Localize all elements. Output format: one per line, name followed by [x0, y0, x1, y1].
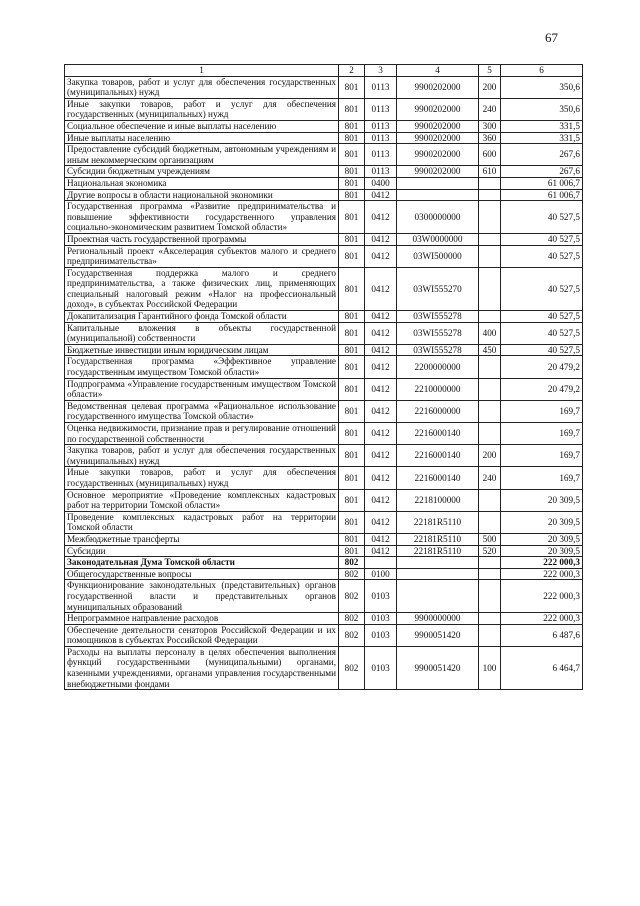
- table-row: [65, 233, 583, 245]
- row-name-cell: Другие вопросы в области национальной экономики: [65, 189, 339, 201]
- table-row: [65, 445, 583, 467]
- ministry-code-cell: 802: [339, 557, 365, 569]
- expense-type-cell: 300: [479, 120, 501, 132]
- ministry-code-cell: 801: [339, 356, 365, 378]
- table-row: [65, 511, 583, 533]
- row-name-cell: Проведение комплексных кадастровых работ на территории Томской области: [65, 511, 339, 533]
- ministry-code-cell: 801: [339, 267, 365, 310]
- table-row: [65, 467, 583, 489]
- ministry-code-cell: 801: [339, 423, 365, 445]
- amount-cell: 267,6: [501, 166, 583, 178]
- row-name-cell: Функционирование законодательных (представительных) органов государственной власти и представительных органов муниципальных образований: [65, 580, 339, 613]
- amount-cell: 222 000,3: [501, 557, 583, 569]
- section-code-cell: 0412: [365, 423, 397, 445]
- amount-cell: 350,6: [501, 98, 583, 120]
- target-code-cell: [397, 568, 479, 580]
- target-code-cell: 2216000140: [397, 445, 479, 467]
- table-row: [65, 568, 583, 580]
- expense-type-cell: [479, 489, 501, 511]
- amount-cell: 222 000,3: [501, 613, 583, 625]
- ministry-code-cell: 802: [339, 624, 365, 646]
- expense-type-cell: [479, 201, 501, 234]
- page-number: 67: [545, 30, 558, 45]
- row-name-cell: Общегосударственные вопросы: [65, 568, 339, 580]
- table-row: [65, 533, 583, 545]
- table-row: [65, 177, 583, 189]
- section-code-cell: 0113: [365, 132, 397, 144]
- column-header: 5: [479, 65, 501, 77]
- ministry-code-cell: 801: [339, 311, 365, 323]
- expense-type-cell: [479, 311, 501, 323]
- target-code-cell: 03WI555278: [397, 311, 479, 323]
- section-code-cell: 0103: [365, 624, 397, 646]
- target-code-cell: 2216000140: [397, 467, 479, 489]
- table-row: [65, 580, 583, 613]
- table-row: [65, 646, 583, 689]
- table-row: [65, 189, 583, 201]
- ministry-code-cell: 802: [339, 613, 365, 625]
- expense-type-cell: [479, 511, 501, 533]
- section-code-cell: 0412: [365, 322, 397, 344]
- budget-table: [64, 64, 583, 690]
- ministry-code-cell: 802: [339, 646, 365, 689]
- row-name-cell: Закупка товаров, работ и услуг для обеспечения государственных (муниципальных) нужд: [65, 445, 339, 467]
- expense-type-cell: [479, 613, 501, 625]
- section-code-cell: 0113: [365, 144, 397, 166]
- section-code-cell: 0412: [365, 311, 397, 323]
- ministry-code-cell: 801: [339, 344, 365, 356]
- table-row: [65, 311, 583, 323]
- target-code-cell: 0300000000: [397, 201, 479, 234]
- section-code-cell: 0412: [365, 467, 397, 489]
- expense-type-cell: 100: [479, 646, 501, 689]
- target-code-cell: 22181R5110: [397, 511, 479, 533]
- ministry-code-cell: 801: [339, 489, 365, 511]
- table-row: [65, 245, 583, 267]
- amount-cell: 267,6: [501, 144, 583, 166]
- table-body: [65, 65, 583, 690]
- section-code-cell: 0103: [365, 580, 397, 613]
- section-code-cell: 0412: [365, 233, 397, 245]
- expense-type-cell: 240: [479, 98, 501, 120]
- row-name-cell: Государственная программа «Эффективное управление государственным имуществом Томской области»: [65, 356, 339, 378]
- section-code-cell: 0113: [365, 120, 397, 132]
- row-name-cell: Капитальные вложения в объекты государственной (муниципальной) собственности: [65, 322, 339, 344]
- target-code-cell: 9900051420: [397, 646, 479, 689]
- ministry-code-cell: 801: [339, 322, 365, 344]
- section-code-cell: 0100: [365, 568, 397, 580]
- expense-type-cell: [479, 189, 501, 201]
- target-code-cell: 9900202000: [397, 132, 479, 144]
- row-name-cell: Межбюджетные трансферты: [65, 533, 339, 545]
- amount-cell: 169,7: [501, 467, 583, 489]
- row-name-cell: Субсидии бюджетным учреждениям: [65, 166, 339, 178]
- target-code-cell: 9900202000: [397, 144, 479, 166]
- section-code-cell: 0412: [365, 533, 397, 545]
- ministry-code-cell: 802: [339, 580, 365, 613]
- ministry-code-cell: 801: [339, 132, 365, 144]
- table-row: [65, 423, 583, 445]
- amount-cell: 40 527,5: [501, 267, 583, 310]
- table-row: [65, 201, 583, 234]
- table-row: [65, 120, 583, 132]
- amount-cell: 222 000,3: [501, 568, 583, 580]
- section-code-cell: 0412: [365, 489, 397, 511]
- row-name-cell: Иные выплаты населению: [65, 132, 339, 144]
- row-name-cell: Бюджетные инвестиции иным юридическим лицам: [65, 344, 339, 356]
- amount-cell: 40 527,5: [501, 245, 583, 267]
- section-code-cell: 0412: [365, 201, 397, 234]
- target-code-cell: 22181R5110: [397, 545, 479, 557]
- ministry-code-cell: 801: [339, 378, 365, 400]
- section-code-cell: 0412: [365, 356, 397, 378]
- row-name-cell: Государственная поддержка малого и среднего предпринимательства, а также физических лиц, применяющих специальный налоговый режим «Налог на профессиональный доход», в субъектах Российской Федерации: [65, 267, 339, 310]
- expense-type-cell: 400: [479, 322, 501, 344]
- section-code-cell: 0412: [365, 245, 397, 267]
- row-name-cell: Национальная экономика: [65, 177, 339, 189]
- amount-cell: 331,5: [501, 120, 583, 132]
- target-code-cell: 2216000000: [397, 400, 479, 422]
- target-code-cell: 03WI555270: [397, 267, 479, 310]
- table-row: [65, 378, 583, 400]
- section-code-cell: 0412: [365, 344, 397, 356]
- expense-type-cell: 500: [479, 533, 501, 545]
- section-code-cell: 0113: [365, 98, 397, 120]
- section-code-cell: 0103: [365, 646, 397, 689]
- amount-cell: 20 479,2: [501, 356, 583, 378]
- row-name-cell: Законодательная Дума Томской области: [65, 557, 339, 569]
- expense-type-cell: [479, 568, 501, 580]
- ministry-code-cell: 801: [339, 76, 365, 98]
- column-header: 6: [501, 65, 583, 77]
- target-code-cell: 2218100000: [397, 489, 479, 511]
- row-name-cell: Субсидии: [65, 545, 339, 557]
- amount-cell: 40 527,5: [501, 344, 583, 356]
- row-name-cell: Социальное обеспечение и иные выплаты населению: [65, 120, 339, 132]
- section-code-cell: 0412: [365, 445, 397, 467]
- expense-type-cell: [479, 356, 501, 378]
- section-code-cell: 0412: [365, 267, 397, 310]
- expense-type-cell: [479, 624, 501, 646]
- ministry-code-cell: 801: [339, 120, 365, 132]
- ministry-code-cell: 801: [339, 245, 365, 267]
- amount-cell: 350,6: [501, 76, 583, 98]
- amount-cell: 61 006,7: [501, 189, 583, 201]
- target-code-cell: [397, 580, 479, 613]
- ministry-code-cell: 801: [339, 467, 365, 489]
- target-code-cell: [397, 557, 479, 569]
- header-row: [65, 65, 583, 77]
- table-row: [65, 613, 583, 625]
- table-row: [65, 344, 583, 356]
- expense-type-cell: 610: [479, 166, 501, 178]
- amount-cell: 169,7: [501, 423, 583, 445]
- ministry-code-cell: 801: [339, 511, 365, 533]
- table-row: [65, 144, 583, 166]
- table-row: [65, 400, 583, 422]
- expense-type-cell: [479, 177, 501, 189]
- table-row: [65, 356, 583, 378]
- expense-type-cell: [479, 233, 501, 245]
- expense-type-cell: [479, 378, 501, 400]
- column-header: 4: [397, 65, 479, 77]
- table-row: [65, 489, 583, 511]
- amount-cell: 40 527,5: [501, 311, 583, 323]
- amount-cell: 20 309,5: [501, 489, 583, 511]
- ministry-code-cell: 801: [339, 400, 365, 422]
- amount-cell: 222 000,3: [501, 580, 583, 613]
- ministry-code-cell: 801: [339, 98, 365, 120]
- amount-cell: 40 527,5: [501, 233, 583, 245]
- table-row: [65, 267, 583, 310]
- target-code-cell: 9900202000: [397, 98, 479, 120]
- target-code-cell: 2210000000: [397, 378, 479, 400]
- section-code-cell: 0412: [365, 545, 397, 557]
- row-name-cell: Государственная программа «Развитие предпринимательства и повышение эффективности государственного управления социально-экономическим развитием Томской области»: [65, 201, 339, 234]
- expense-type-cell: [479, 267, 501, 310]
- column-header: 1: [65, 65, 339, 77]
- expense-type-cell: [479, 580, 501, 613]
- section-code-cell: 0113: [365, 76, 397, 98]
- ministry-code-cell: 801: [339, 233, 365, 245]
- section-code-cell: 0412: [365, 400, 397, 422]
- expense-type-cell: [479, 557, 501, 569]
- ministry-code-cell: 801: [339, 189, 365, 201]
- section-code-cell: 0412: [365, 378, 397, 400]
- target-code-cell: 9900202000: [397, 76, 479, 98]
- ministry-code-cell: 802: [339, 568, 365, 580]
- expense-type-cell: [479, 245, 501, 267]
- target-code-cell: 03WI555278: [397, 344, 479, 356]
- amount-cell: 40 527,5: [501, 322, 583, 344]
- table-row: [65, 624, 583, 646]
- row-name-cell: Обеспечение деятельности сенаторов Российской Федерации и их помощников в субъектах Российской Федерации: [65, 624, 339, 646]
- row-name-cell: Подпрограмма «Управление государственным имуществом Томской области»: [65, 378, 339, 400]
- table-row: [65, 545, 583, 557]
- expense-type-cell: 240: [479, 467, 501, 489]
- row-name-cell: Основное мероприятие «Проведение комплексных кадастровых работ на территории Томской области»: [65, 489, 339, 511]
- row-name-cell: Закупка товаров, работ и услуг для обеспечения государственных (муниципальных) нужд: [65, 76, 339, 98]
- row-name-cell: Докапитализация Гарантийного фонда Томской области: [65, 311, 339, 323]
- expense-type-cell: 200: [479, 76, 501, 98]
- column-header: 2: [339, 65, 365, 77]
- target-code-cell: 03WI555278: [397, 322, 479, 344]
- expense-type-cell: 360: [479, 132, 501, 144]
- target-code-cell: 9900000000: [397, 613, 479, 625]
- section-code-cell: 0400: [365, 177, 397, 189]
- target-code-cell: 2216000140: [397, 423, 479, 445]
- section-code-cell: [365, 557, 397, 569]
- amount-cell: 169,7: [501, 445, 583, 467]
- ministry-code-cell: 801: [339, 144, 365, 166]
- expense-type-cell: 600: [479, 144, 501, 166]
- table-row: [65, 322, 583, 344]
- row-name-cell: Иные закупки товаров, работ и услуг для обеспечения государственных (муниципальных) нужд: [65, 467, 339, 489]
- target-code-cell: 9900202000: [397, 166, 479, 178]
- amount-cell: 20 309,5: [501, 545, 583, 557]
- row-name-cell: Проектная часть государственной программы: [65, 233, 339, 245]
- column-header: 3: [365, 65, 397, 77]
- expense-type-cell: [479, 423, 501, 445]
- target-code-cell: 9900202000: [397, 120, 479, 132]
- expense-type-cell: 200: [479, 445, 501, 467]
- target-code-cell: 03W0000000: [397, 233, 479, 245]
- amount-cell: 20 309,5: [501, 533, 583, 545]
- table-row: [65, 132, 583, 144]
- section-code-cell: 0412: [365, 189, 397, 201]
- expense-type-cell: [479, 400, 501, 422]
- amount-cell: 20 479,2: [501, 378, 583, 400]
- target-code-cell: [397, 177, 479, 189]
- table-row: [65, 166, 583, 178]
- amount-cell: 169,7: [501, 400, 583, 422]
- expense-type-cell: 450: [479, 344, 501, 356]
- ministry-code-cell: 801: [339, 201, 365, 234]
- amount-cell: 6 487,6: [501, 624, 583, 646]
- target-code-cell: 22181R5110: [397, 533, 479, 545]
- target-code-cell: 9900051420: [397, 624, 479, 646]
- ministry-code-cell: 801: [339, 533, 365, 545]
- row-name-cell: Оценка недвижимости, признание прав и регулирование отношений по государственной собственности: [65, 423, 339, 445]
- amount-cell: 61 006,7: [501, 177, 583, 189]
- table-row: [65, 557, 583, 569]
- target-code-cell: 03WI500000: [397, 245, 479, 267]
- amount-cell: 40 527,5: [501, 201, 583, 234]
- ministry-code-cell: 801: [339, 166, 365, 178]
- table-row: [65, 98, 583, 120]
- row-name-cell: Непрограммное направление расходов: [65, 613, 339, 625]
- section-code-cell: 0113: [365, 166, 397, 178]
- amount-cell: 20 309,5: [501, 511, 583, 533]
- target-code-cell: [397, 189, 479, 201]
- section-code-cell: 0103: [365, 613, 397, 625]
- amount-cell: 331,5: [501, 132, 583, 144]
- target-code-cell: 2200000000: [397, 356, 479, 378]
- amount-cell: 6 464,7: [501, 646, 583, 689]
- ministry-code-cell: 801: [339, 545, 365, 557]
- row-name-cell: Предоставление субсидий бюджетным, автономным учреждениям и иным некоммерческим организациям: [65, 144, 339, 166]
- expense-type-cell: 520: [479, 545, 501, 557]
- row-name-cell: Региональный проект «Акселерация субъектов малого и среднего предпринимательства»: [65, 245, 339, 267]
- ministry-code-cell: 801: [339, 445, 365, 467]
- row-name-cell: Расходы на выплаты персоналу в целях обеспечения выполнения функций государственными (муниципальными) органами, казенными учреждениями, органами управления государственными внебюджетными фондами: [65, 646, 339, 689]
- table-row: [65, 76, 583, 98]
- section-code-cell: 0412: [365, 511, 397, 533]
- row-name-cell: Ведомственная целевая программа «Рациональное использование государственного имущества Томской области»: [65, 400, 339, 422]
- ministry-code-cell: 801: [339, 177, 365, 189]
- row-name-cell: Иные закупки товаров, работ и услуг для обеспечения государственных (муниципальных) нужд: [65, 98, 339, 120]
